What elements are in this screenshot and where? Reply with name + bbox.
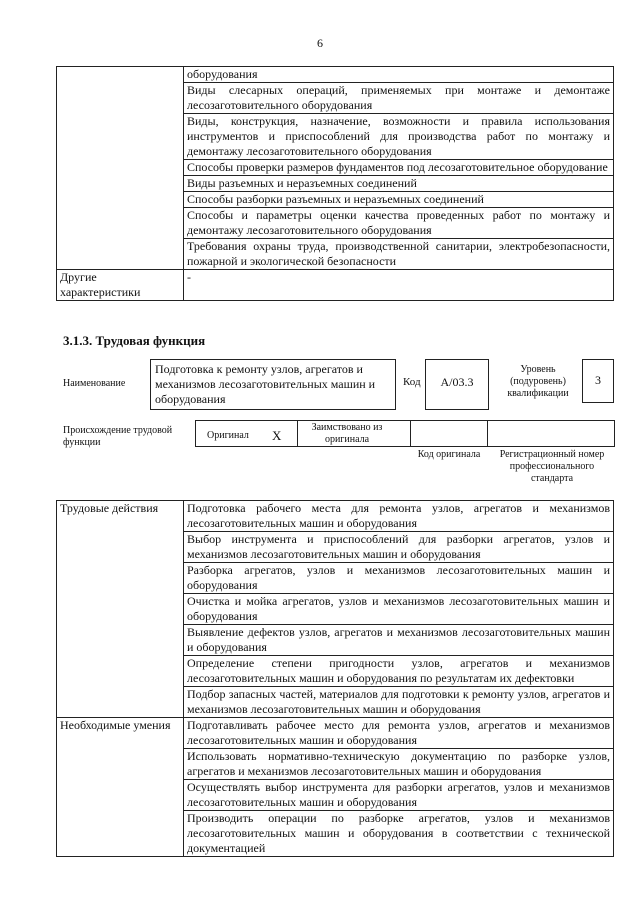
origin-borrowed-label: Заимствовано из оригинала	[311, 422, 383, 445]
action-item: Разборка агрегатов, узлов и механизмов лесозаготовительных машин и оборудования	[184, 563, 614, 594]
skill-item: Использовать нормативно-техническую документацию по разборке узлов, агрегатов и механизмов лесозаготовительных машин и оборудования	[184, 749, 614, 780]
other-characteristics-label: Другие характеристики	[57, 270, 184, 301]
knowledge-item: Виды разъемных и неразъемных соединений	[184, 176, 614, 192]
knowledge-table	[56, 66, 614, 301]
section-title: 3.1.3. Трудовая функция	[63, 333, 206, 348]
page-number: 6	[317, 36, 323, 50]
labor-function-table	[56, 500, 614, 857]
skill-item: Производить операции по разборке агрегатов, узлов и механизмов лесозаготовительных машин и оборудования в соответствии с технической документацией	[184, 811, 614, 857]
origin-divider-2	[410, 420, 411, 447]
knowledge-item: Способы и параметры оценки качества проведенных работ по монтажу и демонтажу лесозаготовительного оборудования	[184, 208, 614, 239]
action-item: Определение степени пригодности узлов, агрегатов и механизмов лесозаготовительных машин и оборудования по результатам их дефектовки	[184, 656, 614, 687]
level-value: 3	[595, 373, 601, 387]
knowledge-item: Способы проверки размеров фундаментов под лесозаготовительное оборудование	[184, 160, 614, 176]
knowledge-item: Виды слесарных операций, применяемых при монтаже и демонтаже лесозаготовительного оборудования	[184, 83, 614, 114]
actions-label: Трудовые действия	[57, 501, 184, 718]
code-value-box	[425, 359, 489, 410]
action-item: Очистка и мойка агрегатов, узлов и механизмов лесозаготовительных машин и оборудования	[184, 594, 614, 625]
code-value: А/03.3	[440, 375, 474, 389]
origin-reg-caption: Регистрационный номер профессионального стандарта	[499, 449, 605, 484]
name-label: Наименование	[63, 378, 126, 389]
code-label: Код	[403, 376, 421, 388]
skills-label: Необходимые умения	[57, 718, 184, 857]
knowledge-item: Способы разборки разъемных и неразъемных соединений	[184, 192, 614, 208]
skill-item: Подготавливать рабочее место для ремонта узлов, агрегатов и механизмов лесозаготовительных машин и оборудования	[184, 718, 614, 749]
action-item: Выявление дефектов узлов, агрегатов и механизмов лесозаготовительных машин и оборудования	[184, 625, 614, 656]
name-value-box	[150, 359, 396, 410]
table-row	[57, 501, 614, 532]
level-label: Уровень (подуровень) квалификации	[507, 364, 569, 399]
origin-divider-3	[487, 420, 488, 447]
table-row	[57, 270, 614, 301]
other-characteristics-value: -	[184, 270, 614, 301]
table-row	[57, 718, 614, 749]
origin-mark: X	[272, 428, 282, 443]
origin-code-caption: Код оригинала	[417, 449, 481, 460]
action-item: Выбор инструмента и приспособлений для разборки агрегатов, узлов и механизмов лесозаготовительных машин и оборудования	[184, 532, 614, 563]
knowledge-item: оборудования	[184, 67, 614, 83]
level-value-box	[582, 359, 614, 403]
name-value: Подготовка к ремонту узлов, агрегатов и механизмов лесозаготовительных машин и оборудования	[155, 362, 376, 406]
label-cell-empty	[57, 67, 184, 270]
origin-original-label: Оригинал	[207, 430, 249, 441]
knowledge-item: Требования охраны труда, производственной санитарии, электробезопасности, пожарной и экологической безопасности	[184, 239, 614, 270]
skill-item: Осуществлять выбор инструмента для разборки агрегатов, узлов и механизмов лесозаготовительных машин и оборудования	[184, 780, 614, 811]
table-row	[57, 67, 614, 83]
origin-label: Происхождение трудовой функции	[63, 425, 173, 448]
action-item: Подбор запасных частей, материалов для подготовки к ремонту узлов, агрегатов и механизмов лесозаготовительных машин и оборудования	[184, 687, 614, 718]
origin-boxes	[195, 420, 615, 447]
action-item: Подготовка рабочего места для ремонта узлов, агрегатов и механизмов лесозаготовительных машин и оборудования	[184, 501, 614, 532]
origin-divider-1	[297, 420, 298, 447]
knowledge-item: Виды, конструкция, назначение, возможности и правила использования инструментов и приспособлений для производства работ по монтажу и демонтажу лесозаготовительного оборудования	[184, 114, 614, 160]
